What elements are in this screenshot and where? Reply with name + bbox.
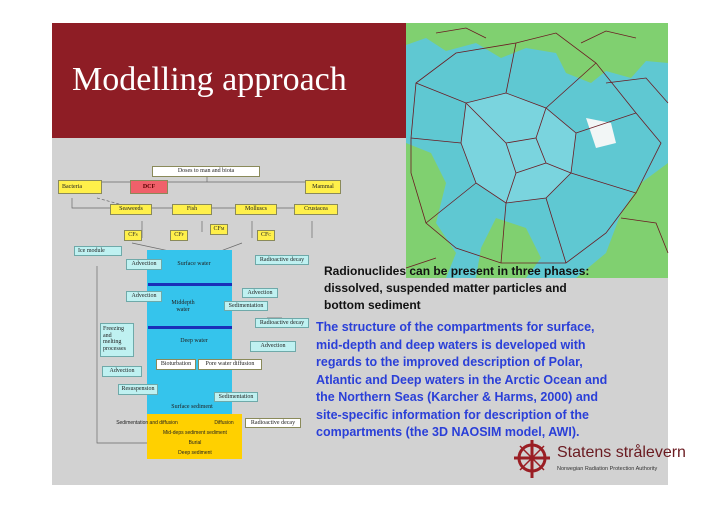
pore-water-diffusion-box: Pore water diffusion xyxy=(198,359,262,370)
advection-1: Advection xyxy=(126,259,162,270)
fish-box: Fish xyxy=(172,204,212,215)
slide-title: Modelling approach xyxy=(72,61,347,98)
advection-2: Advection xyxy=(242,288,278,298)
diffusion-label: Diffusion xyxy=(214,420,234,427)
sedimentation-1: Sedimentation xyxy=(224,301,268,311)
structure-text: The structure of the compartments for surface, mid-depth and deep waters is developed with regards to the improved description of Polar, Atlantic and Deep waters in the Arctic Ocean and the Northern Seas (Karcher & Harms, 2000) and site-specific information for description of the compartments (the 3D NAOSIM model, AWI). xyxy=(316,320,608,439)
surface-boundary-line xyxy=(148,283,232,286)
radioactive-decay-3: Radioactive decay xyxy=(245,418,301,428)
slide xyxy=(52,23,686,485)
cf-s-box: CF S xyxy=(124,230,142,241)
title-band xyxy=(52,23,406,138)
advection-4: Advection xyxy=(250,341,296,352)
dcf-box: DCF xyxy=(130,180,168,194)
freezing-melting-box: Freezing and melting processes xyxy=(100,323,134,357)
surface-sediment-label: Surface sediment xyxy=(171,403,213,410)
surface-water-label: Surface water xyxy=(177,261,211,268)
deep-sediment-label: Deep sediment xyxy=(178,450,212,457)
cf-c-box: CF C xyxy=(257,230,275,241)
mammal-box: Mammal xyxy=(305,180,341,194)
seaweeds-box: Seaweeds xyxy=(110,204,152,215)
nrpa-emblem-icon xyxy=(512,438,552,480)
burial-label: Burial xyxy=(188,440,202,447)
crustacea-box: Crustacea xyxy=(294,204,338,215)
advection-5: Advection xyxy=(102,366,142,377)
nrpa-logo xyxy=(512,438,686,482)
resuspension-box: Resuspension xyxy=(118,384,158,395)
phases-text: Radionuclides can be present in three phases: dissolved, suspended matter particles and bottom sediment xyxy=(324,264,590,312)
molluscs-box: Molluscs xyxy=(235,204,277,215)
bacteria-box: Bacteria xyxy=(58,180,102,194)
ice-module-box: Ice module xyxy=(74,246,122,256)
radioactive-decay-2: Radioactive decay xyxy=(255,318,309,328)
bioturbation-box: Bioturbation xyxy=(156,359,196,370)
arctic-map xyxy=(406,23,668,278)
cf-m-box: CF M xyxy=(210,224,228,235)
doses-box: Doses to man and biota xyxy=(152,166,260,177)
advection-3: Advection xyxy=(126,291,162,302)
logo-name: Statens strålevern xyxy=(557,444,686,461)
sedimentation-diffusion-label: Sedimentation and diffusion xyxy=(116,420,178,427)
deep-water-label: Deep water xyxy=(180,337,208,344)
compartment-diagram xyxy=(52,138,342,485)
sedimentation-2: Sedimentation xyxy=(214,392,258,402)
cf-f-box: CF F xyxy=(170,230,188,241)
middepth-boundary-line xyxy=(148,326,232,329)
radioactive-decay-1: Radioactive decay xyxy=(255,255,309,265)
middepth-water-label: Middepth water xyxy=(171,300,195,313)
middeps-sediment-label: Mid-deps sediment sediment xyxy=(163,430,227,437)
logo-subtitle: Norwegian Radiation Protection Authority xyxy=(557,466,658,472)
